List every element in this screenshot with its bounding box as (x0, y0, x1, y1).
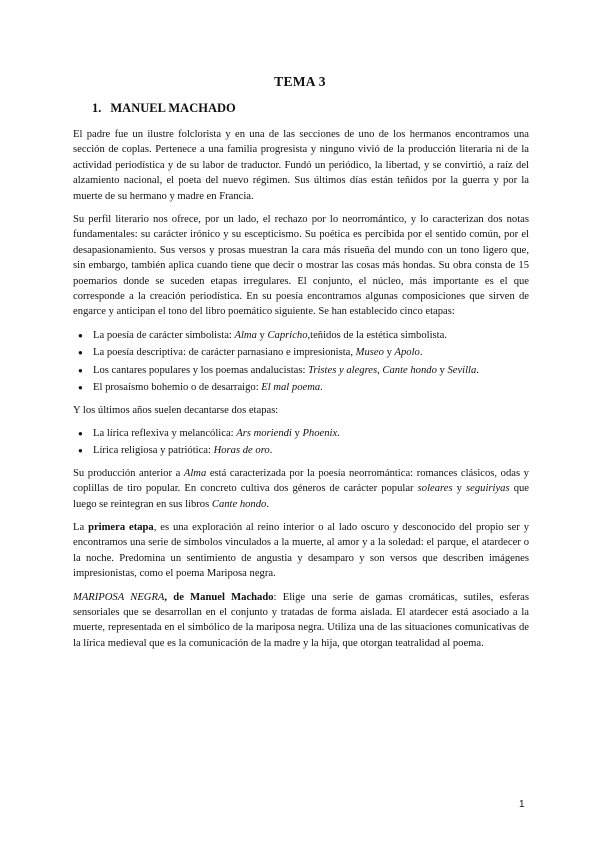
paragraph-late-years: Y los últimos años suelen decantarse dos etapas: (73, 404, 279, 416)
list-item: ● La poesía descriptiva: de carácter parnasiano e impresionista, Museo y Apolo. (73, 345, 529, 360)
paragraph-early-production: Su producción anterior a Alma está caracterizada por la poesía neorromántica: romances clásicos, odas y coplillas de tiro popular. En concreto cultiva dos géneros de carácter popular soleares y seguiriyas que luego se reintegran en sus libros Cante hondo. (73, 467, 529, 510)
page-title: TEMA 3 (274, 74, 326, 89)
page-number: 1 (519, 799, 525, 810)
section-heading (92, 101, 236, 116)
list-item: ● El prosaísmo bohemio o de desarraigo: El mal poema. (73, 380, 529, 395)
section-number: 1. (92, 101, 102, 115)
paragraph-mariposa-negra: MARIPOSA NEGRA, de Manuel Machado: Elige una serie de gamas cromáticas, sutiles, esferas sensoriales que se desarrollan en el conjunto y tratadas de forma aislada. El atardecer está asociado a la muerte, representada en el simbólico de la mariposa negra. Utiliza una de las situaciones comunicativas de la lírica medieval que es la comunicación de la madre y la hija, que otorgan teatralidad al poema. (73, 591, 529, 649)
paragraph-biography: El padre fue un ilustre folclorista y en una de las secciones de uno de los hermanos encontramos una sección de coplas. Pertenece a una familia progresista y ninguno vivió de la producción literaria ni de la actividad periodística y de su labor de traductor. Fundó un periódico, la libertad, y se convirtió, a raíz del alzamiento nacional, el poeta del nuevo régimen. Sus últimos días están teñidos por la guerra y por la muerte de su hermano y madre en Francia. (73, 129, 529, 202)
list-item: ● La poesía de carácter simbolista: Alma y Capricho,teñidos de la estética simbolista. (73, 328, 529, 343)
list-item: ● Lírica religiosa y patriótica: Horas de oro. (73, 443, 529, 458)
list-item: ● Los cantares populares y los poemas andalucistas: Tristes y alegres, Cante hondo y Sevilla. (73, 363, 529, 378)
list-item: ● La lírica reflexiva y melancólica: Ars moriendi y Phoenix. (73, 426, 529, 441)
paragraph-literary-profile: Su perfil literario nos ofrece, por un lado, el rechazo por lo neorromántico, y lo caracterizan dos notas fundamentales: su carácter irónico y su escepticismo. Su poética es percibida por el sentido común, por el desapasionamiento. Sus versos y prosas muestran la cara más risueña del mundo con un tono ligero que, sin embargo, también aplica cuando tiene que decir o mostrar las cosas más hondas. Su obra consta de 15 poemarios donde se suceden etapas irregulares. El conjunto, el núcleo, más importante es el que corresponde a la creación periodística. En su poesía encontramos algunas composiciones que sirven de engarce y anticipan el tono del libro poemático siguiente. Se han establecido cinco etapas: (73, 214, 529, 318)
document-body (73, 127, 529, 659)
paragraph-first-stage: La primera etapa, es una exploración al reino interior o al lado oscuro y desconocido del propio ser y encontramos una serie de símbolos vinculados a la muerte, al amor y a la soledad: el parque, el atardecer o la noche. Predomina un sentimiento de angustia y desamparo y son versos que describen imágenes impresionistas, como el poema Mariposa negra. (73, 521, 529, 580)
stages-list (73, 328, 529, 396)
section-heading-text: MANUEL MACHADO (110, 101, 236, 115)
late-stages-list (73, 426, 529, 459)
